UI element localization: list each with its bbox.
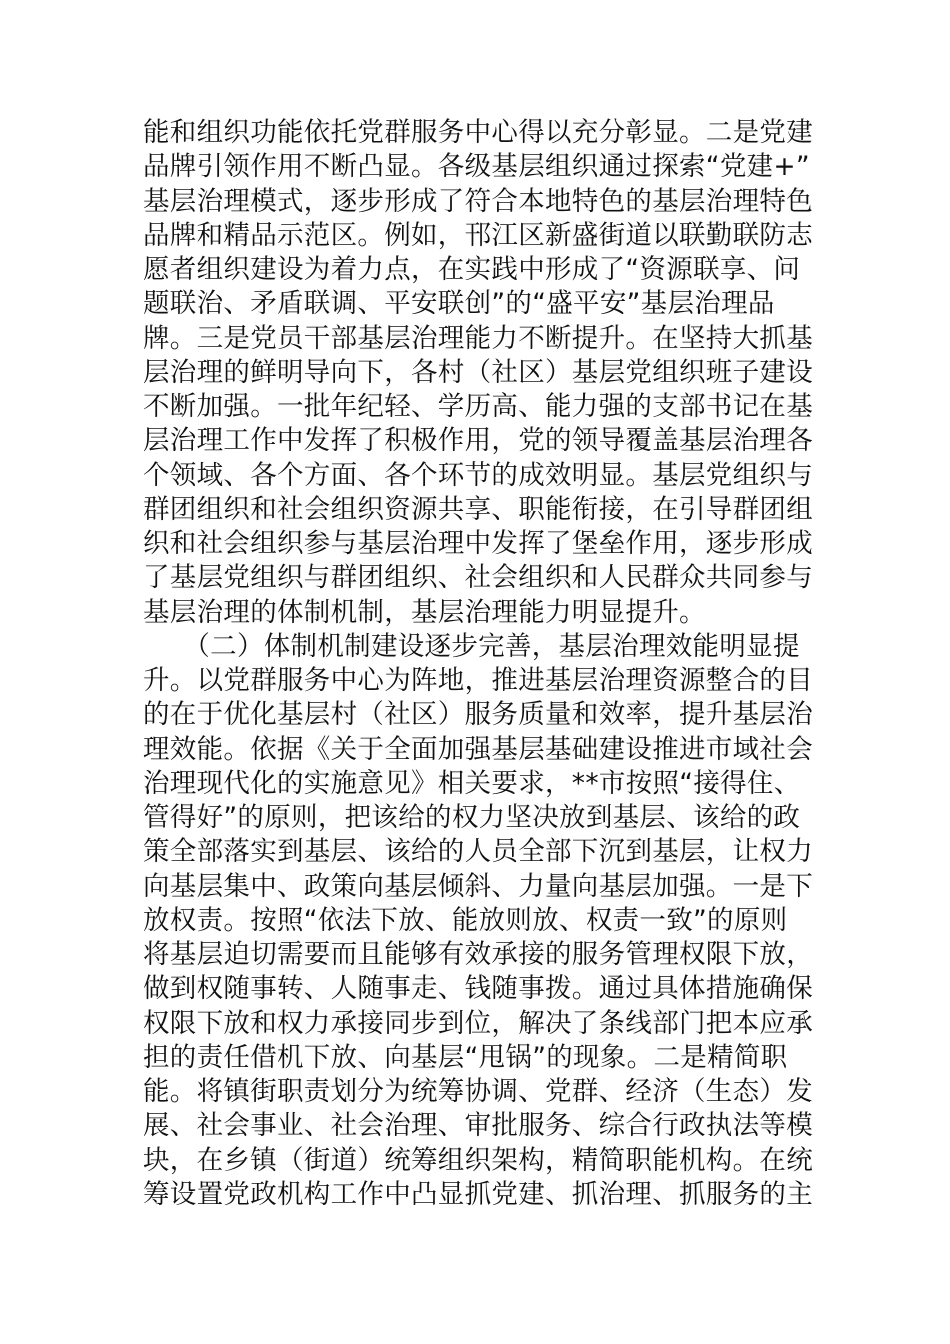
text-line: 筹设置党政机构工作中凸显抓党建、抓治理、抓服务的主 (143, 1178, 813, 1210)
text-line: 基层治理模式，逐步形成了符合本地特色的基层治理特色 (143, 185, 813, 217)
text-line: 能和组织功能依托党群服务中心得以充分彰显。二是党建 (143, 117, 813, 148)
text-line: 向基层集中、政策向基层倾斜、力量向基层加强。一是下 (143, 870, 813, 902)
text-line: 权限下放和权力承接同步到位，解决了条线部门把本应承 (143, 1007, 813, 1039)
text-line: 群团组织和社会组织资源共享、职能衔接，在引导群团组 (143, 493, 813, 525)
text-line: 展、社会事业、社会治理、审批服务、综合行政执法等模 (143, 1110, 813, 1142)
text-line: 题联治、矛盾联调、平安联创”的“盛平安”基层治理品 (143, 288, 775, 320)
text-line: 担的责任借机下放、向基层“甩锅”的现象。二是精简职 (143, 1041, 788, 1073)
text-line: 管得好”的原则，把该给的权力坚决放到基层、该给的政 (143, 802, 801, 833)
text-line: 愿者组织建设为着力点，在实践中形成了“资源联享、问 (143, 254, 801, 285)
text-line: 做到权随事转、人随事走、钱随事拨。通过具体措施确保 (143, 973, 813, 1005)
text-line: 牌。三是党员干部基层治理能力不断提升。在坚持大抓基 (143, 322, 813, 354)
text-line: 品牌和精品示范区。例如，邗江区新盛街道以联勤联防志 (143, 219, 813, 251)
text-line: 策全部落实到基层、该给的人员全部下沉到基层，让权力 (143, 836, 813, 868)
text-line: 不断加强。一批年纪轻、学历高、能力强的支部书记在基 (143, 391, 813, 422)
text-line: 织和社会组织参与基层治理中发挥了堡垒作用，逐步形成 (143, 528, 813, 559)
text-line: 基层治理的体制机制，基层治理能力明显提升。 (143, 596, 706, 628)
text-line: 了基层党组织与群团组织、社会组织和人民群众共同参与 (143, 562, 813, 594)
document-body (143, 116, 813, 1212)
text-line: 治理现代化的实施意见》相关要求，**市按照“接得住、 (143, 767, 801, 799)
text-line: 个领域、各个方面、各个环节的成效明显。基层党组织与 (143, 459, 813, 491)
text-line: 放权责。按照“依法下放、能放则放、权责一致”的原则 (143, 904, 788, 936)
section-heading-line: （二）体制机制建设逐步完善，基层治理效能明显提 (143, 630, 800, 662)
text-line: 理效能。依据《关于全面加强基层基础建设推进市域社会 (143, 733, 813, 765)
text-line: 升。以党群服务中心为阵地，推进基层治理资源整合的目 (143, 665, 813, 696)
text-line: 将基层迫切需要而且能够有效承接的服务管理权限下放， (143, 939, 813, 970)
text-line: 层治理的鲜明导向下，各村（社区）基层党组织班子建设 (143, 356, 813, 388)
text-line: 能。将镇街职责划分为统筹协调、党群、经济（生态）发 (143, 1076, 813, 1107)
text-line: 品牌引领作用不断凸显。各级基层组织通过探索“党建+” (143, 151, 810, 183)
text-line: 层治理工作中发挥了积极作用，党的领导覆盖基层治理各 (143, 425, 813, 457)
text-line: 的在于优化基层村（社区）服务质量和效率，提升基层治 (143, 699, 813, 731)
text-line: 块，在乡镇（街道）统筹组织架构，精简职能机构。在统 (143, 1144, 813, 1176)
